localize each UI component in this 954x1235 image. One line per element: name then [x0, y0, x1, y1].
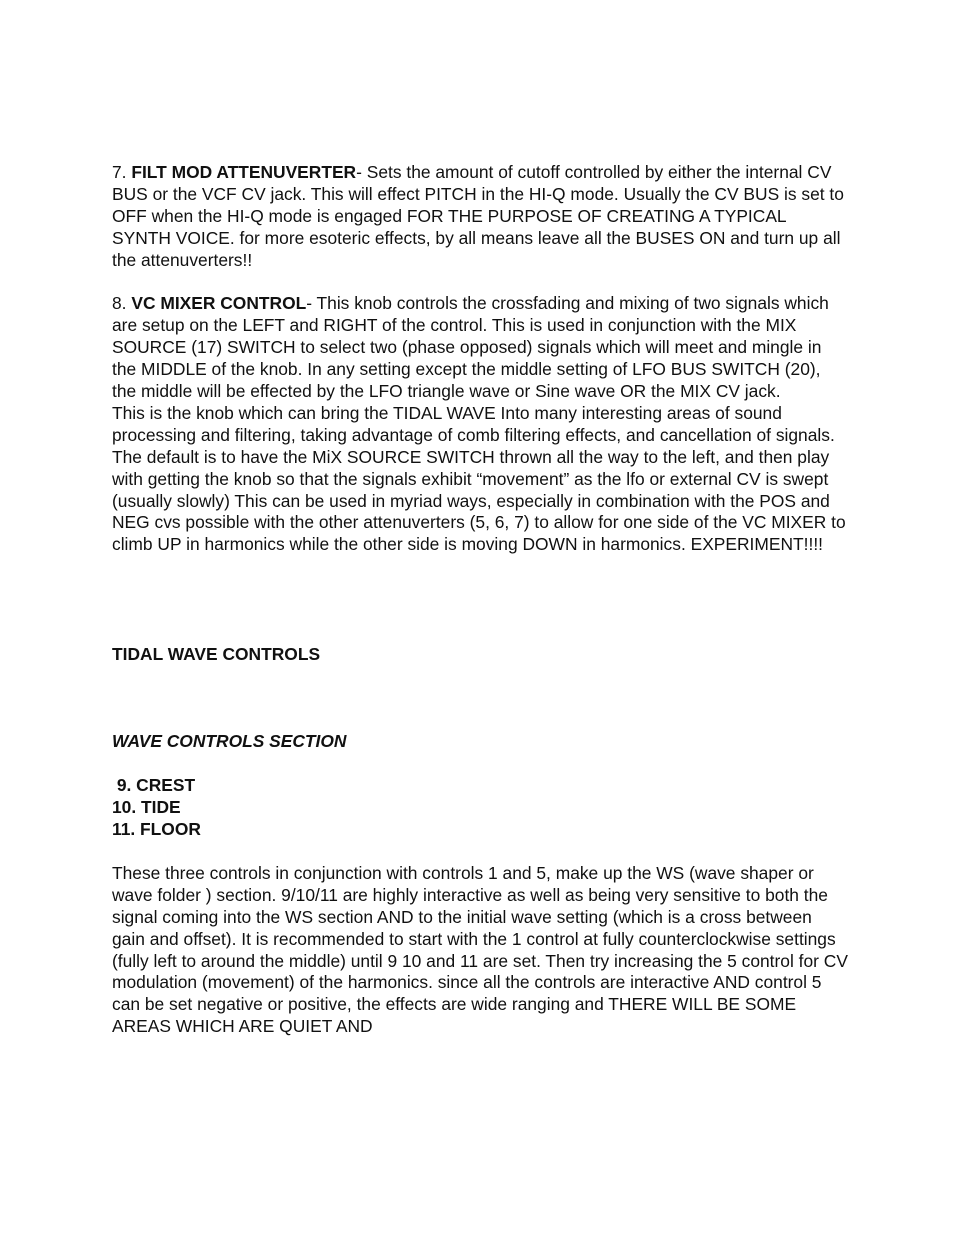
spacer	[112, 272, 848, 294]
spacer	[112, 666, 848, 732]
section-7-body: - Sets the amount of cutoff controlled by either the internal CV BUS or the VCF CV jack. This will effect PITCH in the HI-Q mode. Usually the CV BUS is set to OFF when the HI-Q mode is engaged FOR THE PURPOSE OF CREATING A TYPICAL SYNTH VOICE. for more esoteric effects, by all means leave all the BUSES ON and turn up all the attenuverters!!	[112, 162, 844, 270]
section-8-body: - This knob controls the crossfading and mixing of two signals which are setup on the LEFT and RIGHT of the control. This is used in conjunction with the MIX SOURCE (17) SWITCH to select two (phase opposed) signals which will meet and mingle in the MIDDLE of the knob. In any setting except the middle setting of LFO BUS SWITCH (20), the middle will be effected by the LFO triangle wave or Sine wave OR the MIX CV jack.	[112, 293, 829, 402]
section-8-paragraph-2: This is the knob which can bring the TIDAL WAVE Into many interesting areas of sound processing and filtering, taking advantage of comb filtering effects, and cancellation of signals.	[112, 402, 835, 445]
section-7-paragraph	[112, 162, 848, 272]
section-8-paragraph-3: The default is to have the MiX SOURCE SWITCH thrown all the way to the left, and then play with getting the knob so that the signals exhibit “movement” as the lfo or external CV is swept (usually slowly) This can be used in myriad ways, especially in combination with the POS and NEG cvs possible with the other attenuverters (5, 6, 7) to allow for one side of the VC MIXER to climb UP in harmonics while the other side is moving DOWN in harmonics. EXPERIMENT!!!!	[112, 446, 846, 555]
section-7-title: FILT MOD ATTENUVERTER	[131, 162, 357, 182]
document-page	[112, 162, 848, 1038]
section-8-paragraph	[112, 293, 848, 403]
control-item-tide: 10. TIDE	[112, 797, 181, 818]
section-8-number: 8.	[112, 293, 132, 314]
spacer	[112, 753, 848, 775]
wave-controls-section-heading: WAVE CONTROLS SECTION	[112, 731, 347, 752]
spacer	[112, 841, 848, 863]
spacer	[112, 556, 848, 622]
wave-controls-description: These three controls in conjunction with controls 1 and 5, make up the WS (wave shaper or wave folder ) section. 9/10/11 are highly interactive as well as being very sensitive to both the signal coming into the WS section AND to the initial wave setting (which is a cross between gain and offset). It is recommended to start with the 1 control at fully counterclockwise settings (fully left to around the middle) until 9 10 and 11 are set. Then try increasing the 5 control for CV modulation (movement) of the harmonics. since all the controls are interactive AND control 5 can be set negative or positive, the effects are wide ranging and THERE WILL BE SOME AREAS WHICH ARE QUIET AND	[112, 862, 848, 1037]
section-8-title: VC MIXER CONTROL	[131, 293, 307, 314]
section-7-number: 7.	[112, 162, 132, 182]
control-item-floor: 11. FLOOR	[112, 819, 201, 840]
spacer	[112, 622, 848, 644]
tidal-wave-controls-heading: TIDAL WAVE CONTROLS	[112, 643, 321, 664]
control-item-crest: 9. CREST	[112, 775, 196, 796]
